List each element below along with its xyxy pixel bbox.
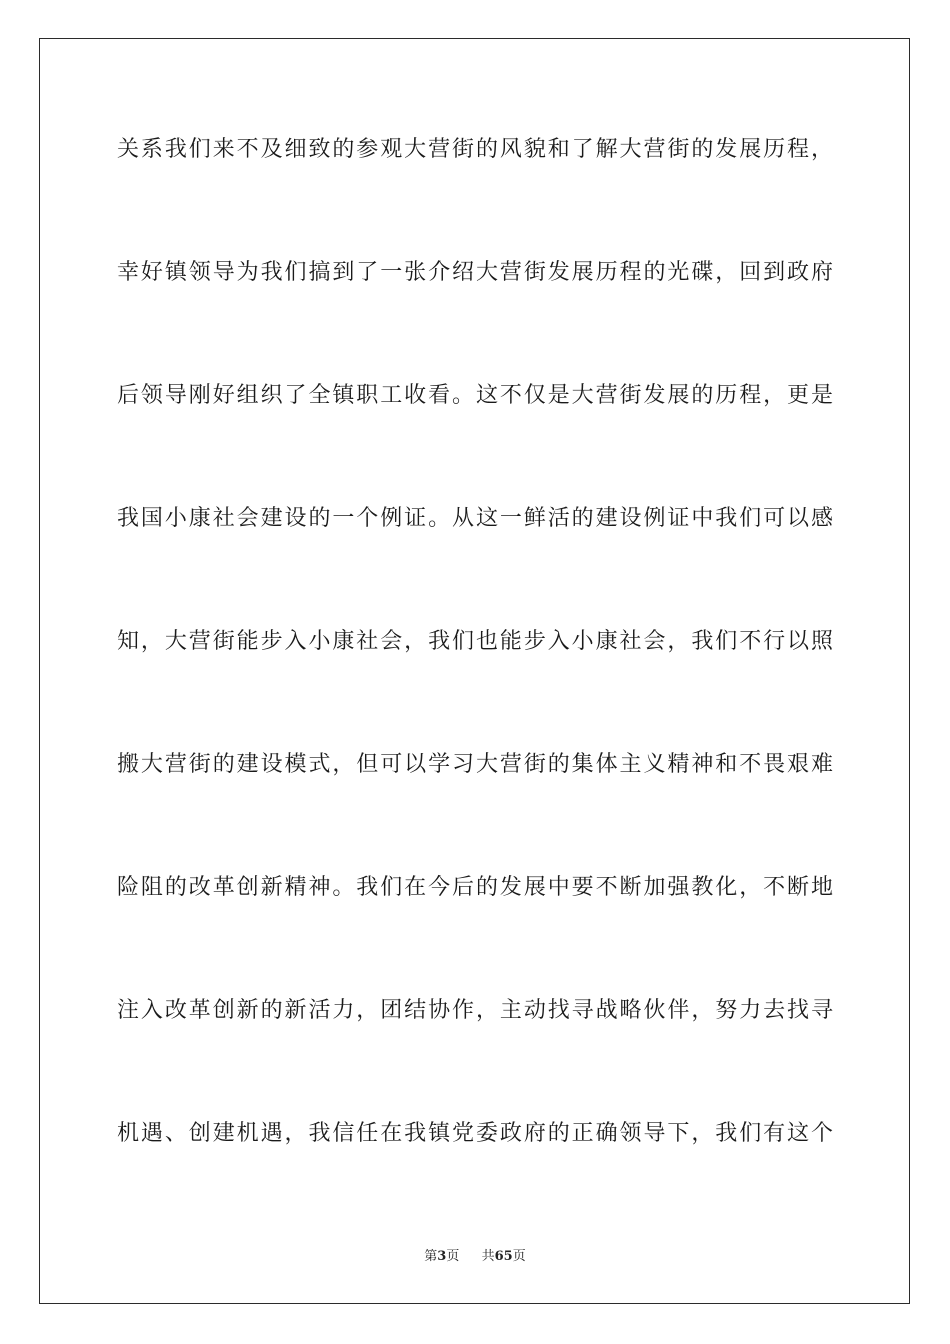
paragraph-line: 关系我们来不及细致的参观大营街的风貌和了解大营街的发展历程， <box>117 137 833 162</box>
total-pages: 65 <box>494 1249 513 1264</box>
paragraph-line: 幸好镇领导为我们搞到了一张介绍大营街发展历程的光碟，回到政府 <box>117 260 833 285</box>
paragraph-line: 知，大营街能步入小康社会，我们也能步入小康社会，我们不行以照 <box>117 629 833 654</box>
total-prefix: 共 <box>481 1249 495 1264</box>
page-suffix: 页 <box>446 1249 460 1264</box>
page-prefix: 第 <box>424 1249 438 1264</box>
page-border <box>39 38 910 1304</box>
total-suffix: 页 <box>512 1249 526 1264</box>
paragraph-line: 险阻的改革创新精神。我们在今后的发展中要不断加强教化，不断地 <box>117 875 833 900</box>
paragraph-line: 后领导刚好组织了全镇职工收看。这不仅是大营街发展的历程，更是 <box>117 383 833 408</box>
paragraph-line: 搬大营街的建设模式，但可以学习大营街的集体主义精神和不畏艰难 <box>117 752 833 777</box>
page-number: 3 <box>437 1249 447 1264</box>
page-footer <box>0 1248 950 1266</box>
paragraph-line: 注入改革创新的新活力，团结协作，主动找寻战略伙伴，努力去找寻 <box>117 998 833 1023</box>
paragraph-line: 我国小康社会建设的一个例证。从这一鲜活的建设例证中我们可以感 <box>117 506 833 531</box>
paragraph-line: 机遇、创建机遇，我信任在我镇党委政府的正确领导下，我们有这个 <box>117 1121 833 1146</box>
